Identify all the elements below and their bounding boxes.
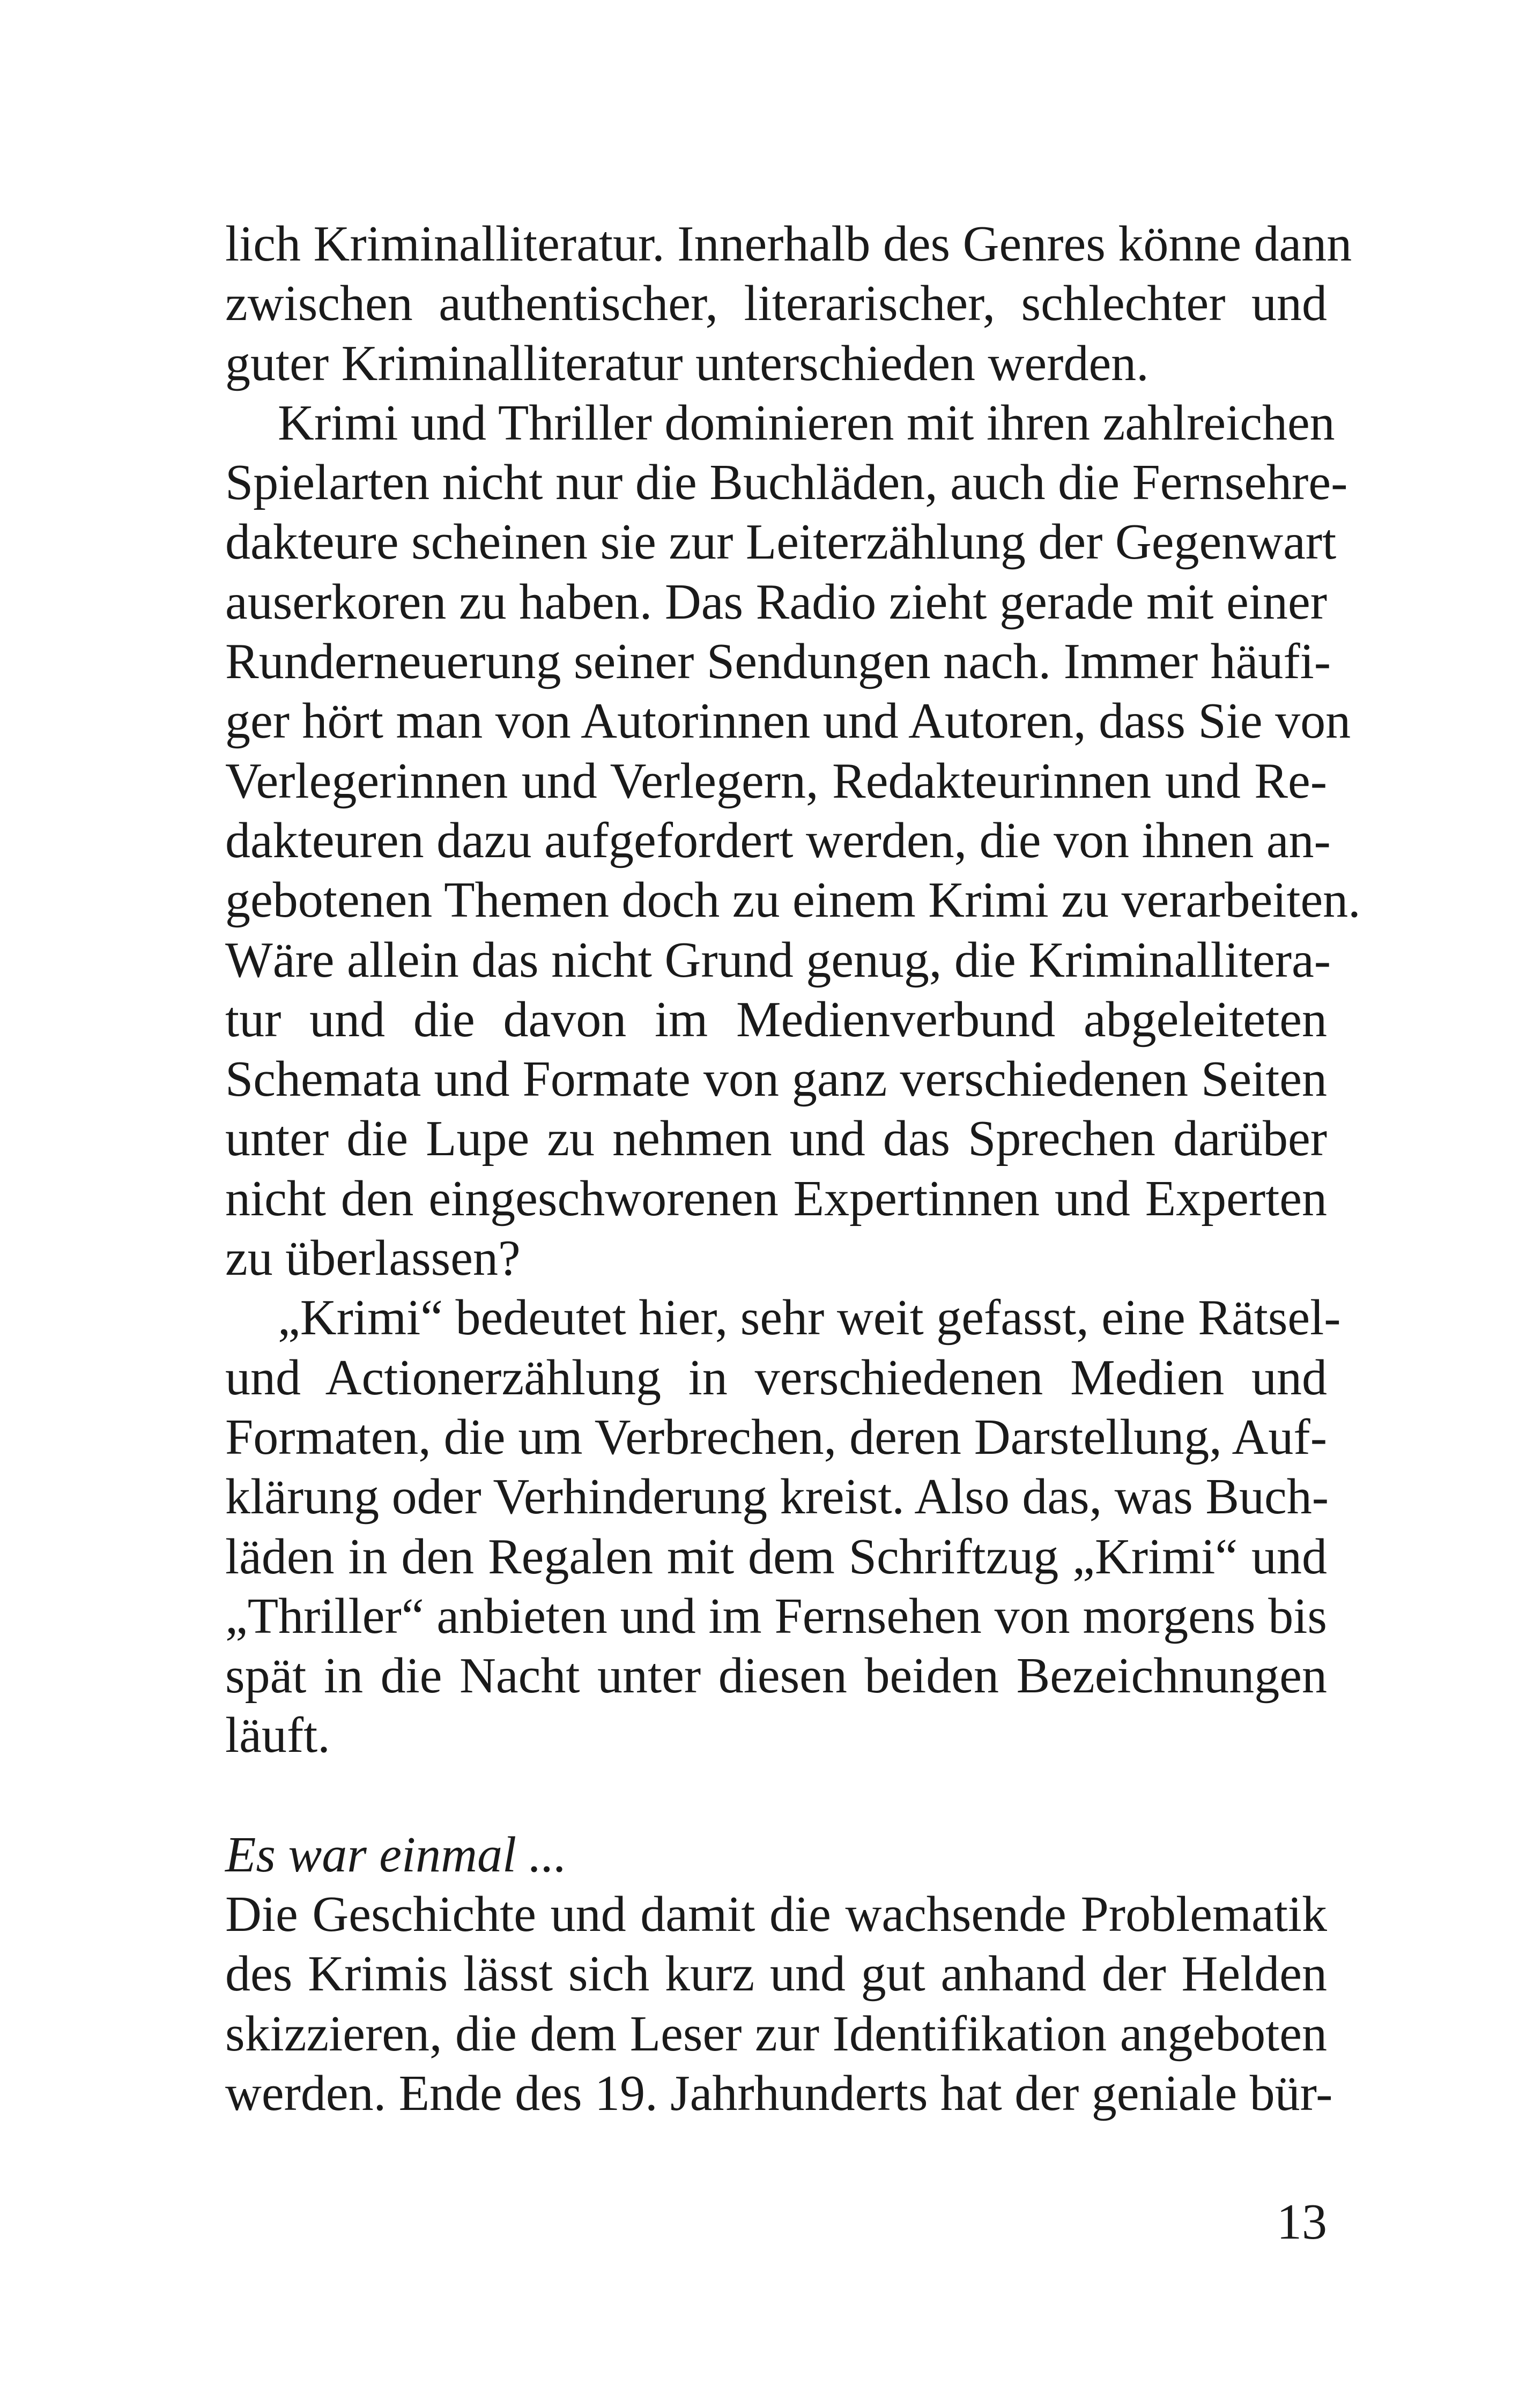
text-line: klärung oder Verhinderung kreist. Also das, was Buch- [225, 1469, 1329, 1525]
text-line: werden. Ende des 19. Jahrhunderts hat der geniale bür- [225, 2065, 1333, 2121]
text-line: Die Geschichte und damit die wachsende Problematik [225, 1886, 1327, 1943]
text-line: Krimi und Thriller dominieren mit ihren zahlreichen [278, 395, 1335, 451]
text-line: Runderneuerung seiner Sendungen nach. Immer häufi- [225, 634, 1331, 690]
text-line: guter Kriminalliteratur unterschieden werden. [225, 335, 1149, 391]
section-paragraph [225, 1885, 1333, 2123]
text-line: skizzieren, die dem Leser zur Identifikation angeboten [225, 2005, 1327, 2062]
text-line: nicht den eingeschworenen Expertinnen und Experten [225, 1170, 1327, 1227]
paragraph-1 [225, 214, 1352, 393]
text-line: Wäre allein das nicht Grund genug, die Kriminallitera- [225, 932, 1331, 988]
text-line: Schemata und Formate von ganz verschiedenen Seiten [225, 1051, 1327, 1108]
text-line: läuft. [225, 1707, 330, 1764]
text-line: und Actionerzählung in verschiedenen Medien und [225, 1349, 1327, 1406]
page-body [225, 214, 1361, 2123]
text-line: Verlegerinnen und Verlegern, Redakteurinnen und Re- [225, 753, 1327, 809]
text-line: unter die Lupe zu nehmen und das Sprechen darüber [225, 1111, 1327, 1167]
section-heading: Es war einmal ... [225, 1826, 567, 1883]
text-line: dakteuren dazu aufgefordert werden, die von ihnen an- [225, 812, 1331, 868]
page-number: 13 [1277, 2194, 1327, 2250]
section-spacer [225, 1766, 1327, 1825]
text-line: zu überlassen? [225, 1230, 521, 1287]
text-line: tur und die davon im Medienverbund abgeleiteten [225, 991, 1327, 1047]
text-line: dakteure scheinen sie zur Leiterzählung der Gegenwart [225, 514, 1337, 570]
text-line: Formaten, die um Verbrechen, deren Darstellung, Auf- [225, 1409, 1327, 1465]
text-line: lich Kriminalliteratur. Innerhalb des Genres könne dann [225, 216, 1352, 272]
text-line: ger hört man von Autorinnen und Autoren, dass Sie von [225, 693, 1351, 749]
text-line: Spielarten nicht nur die Buchläden, auch die Fernsehre- [225, 455, 1348, 511]
text-line: gebotenen Themen doch zu einem Krimi zu verarbeiten. [225, 872, 1361, 928]
text-line: „Krimi“ bedeutet hier, sehr weit gefasst, eine Rätsel- [278, 1290, 1341, 1346]
paragraph-3 [225, 1288, 1341, 1765]
text-line: des Krimis lässt sich kurz und gut anhand der Helden [225, 1946, 1327, 2002]
text-line: läden in den Regalen mit dem Schriftzug „Krimi“ und [225, 1528, 1327, 1585]
text-line: spät in die Nacht unter diesen beiden Bezeichnungen [225, 1648, 1327, 1704]
text-line: zwischen authentischer, literarischer, schlechter und [225, 276, 1327, 332]
text-line: „Thriller“ anbieten und im Fernsehen von morgens bis [225, 1588, 1327, 1644]
text-line: auserkoren zu haben. Das Radio zieht gerade mit einer [225, 574, 1327, 630]
paragraph-2 [225, 393, 1361, 1288]
